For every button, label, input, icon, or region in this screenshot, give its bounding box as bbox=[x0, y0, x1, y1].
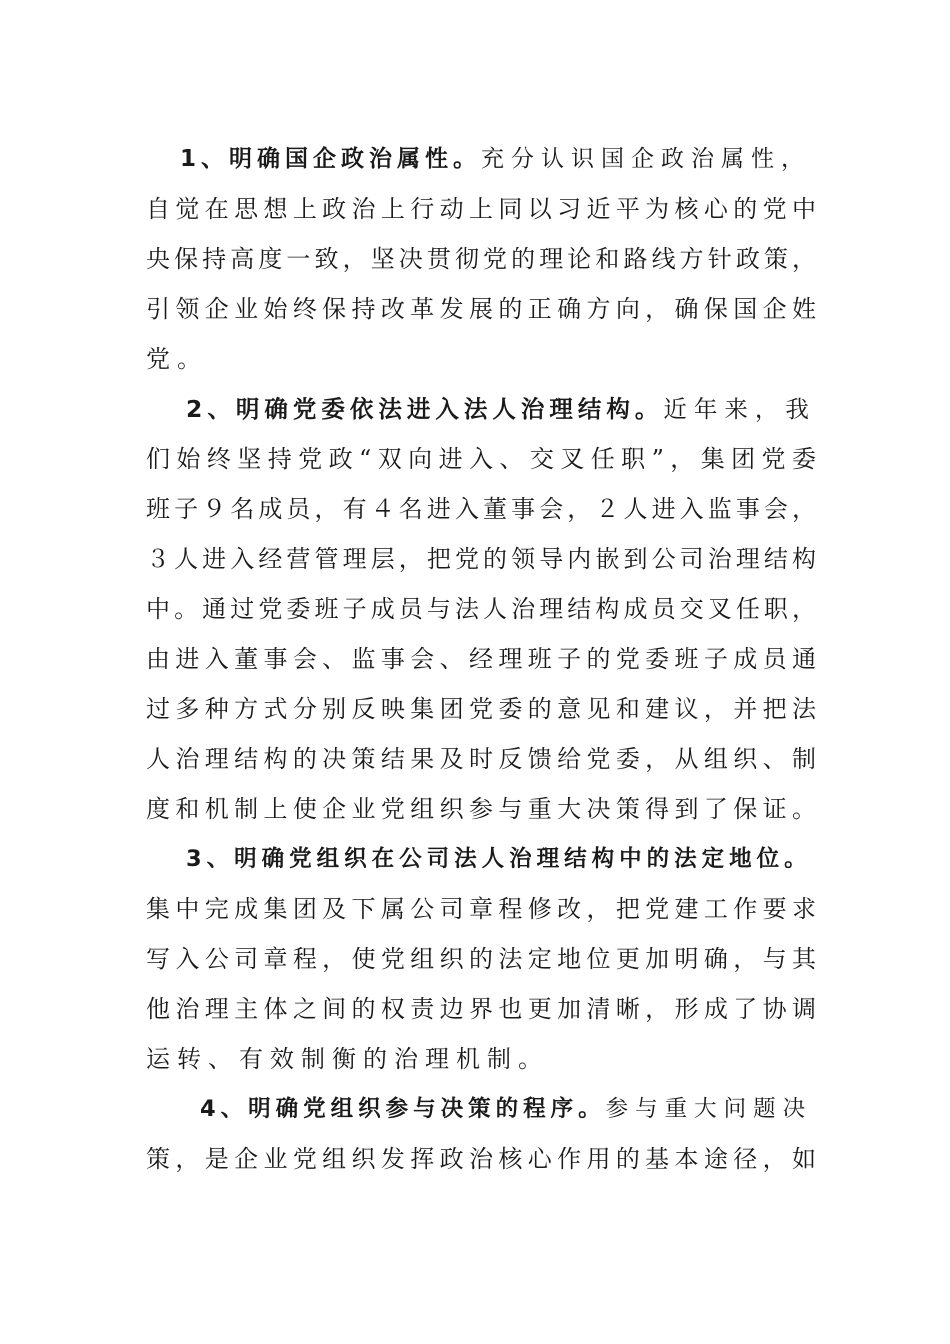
paragraph-4-line: 策，是企业党组织发挥政治核心作用的基本途径，如 bbox=[146, 1145, 816, 1173]
paragraph-2-line: 中。通过党委班子成员与法人治理结构成员交叉任职， bbox=[146, 595, 816, 623]
paragraph-4-heading: 4、明确党组织参与决策的程序。 bbox=[200, 1096, 606, 1122]
paragraph-1-first-line bbox=[180, 142, 816, 176]
paragraph-2-line: 们始终坚持党政“双向进入、交叉任职”，集团党委 bbox=[146, 445, 816, 473]
paragraph-1-text: 充分认识国企政治属性， bbox=[481, 146, 812, 172]
paragraph-4-text: 参与重大问题决 bbox=[605, 1096, 813, 1122]
paragraph-2-first-line bbox=[186, 392, 816, 426]
paragraph-2-line: 由进入董事会、监事会、经理班子的党委班子成员通 bbox=[146, 645, 816, 673]
paragraph-3-line: 集中完成集团及下属公司章程修改，把党建工作要求 bbox=[146, 895, 816, 923]
paragraph-1-line: 自觉在思想上政治上行动上同以习近平为核心的党中 bbox=[146, 195, 816, 223]
paragraph-1-line: 引领企业始终保持改革发展的正确方向，确保国企姓 bbox=[146, 295, 816, 323]
paragraph-2-heading: 2、明确党委依法进入法人治理结构。 bbox=[186, 395, 664, 423]
paragraph-3-heading: 3、明确党组织在公司法人治理结构中的法定地位。 bbox=[186, 846, 812, 872]
paragraph-3-first-line bbox=[186, 842, 816, 876]
paragraph-1-line: 党。 bbox=[146, 345, 208, 373]
paragraph-3-line: 运转、有效制衡的治理机制。 bbox=[146, 1045, 549, 1073]
paragraph-2-text: 近年来，我 bbox=[663, 395, 816, 423]
paragraph-4-first-line bbox=[200, 1092, 816, 1126]
paragraph-2-line: 班子９名成员，有４名进入董事会，２人进入监事会， bbox=[146, 495, 816, 523]
paragraph-2-line: 过多种方式分别反映集团党委的意见和建议，并把法 bbox=[146, 695, 816, 723]
paragraph-3-line: 写入公司章程，使党组织的法定地位更加明确，与其 bbox=[146, 945, 816, 973]
paragraph-3-line: 他治理主体之间的权责边界也更加清晰，形成了协调 bbox=[146, 995, 816, 1023]
paragraph-1-line: 央保持高度一致，坚决贯彻党的理论和路线方针政策， bbox=[146, 245, 816, 273]
paragraph-2-line: 度和机制上使企业党组织参与重大决策得到了保证。 bbox=[146, 795, 816, 823]
paragraph-2-line: 人治理结构的决策结果及时反馈给党委，从组织、制 bbox=[146, 745, 816, 773]
paragraph-1-heading: 1、明确国企政治属性。 bbox=[180, 146, 482, 172]
paragraph-2-line: ３人进入经营管理层，把党的领导内嵌到公司治理结构 bbox=[146, 545, 816, 573]
